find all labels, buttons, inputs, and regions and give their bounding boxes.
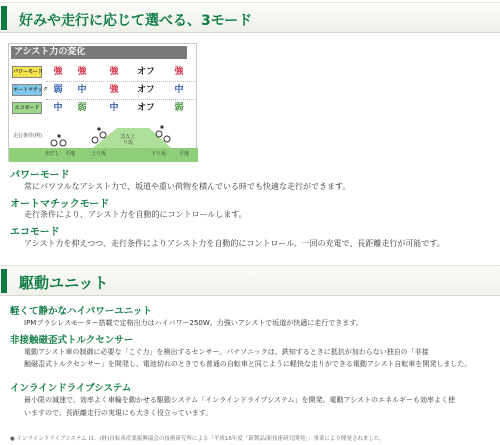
level-cell: 中	[53, 103, 63, 113]
feature-text-drive: 最小限の減速で、効率よく車輪を動かせる駆動システム「インラインドライブシステム」を開発。電動アシストのエネルギーも効率よく使	[24, 396, 456, 404]
level-cell: 中	[77, 85, 87, 95]
level-cell: 中	[109, 103, 119, 113]
terrain-label: 平地	[179, 151, 190, 157]
terrain-label: 平地	[65, 151, 76, 157]
level-cell: 強	[174, 67, 184, 77]
terrain-label: 上り坂	[91, 151, 107, 157]
level-cell: オフ	[137, 103, 155, 113]
level-cell: 中	[174, 85, 184, 95]
feature-title-motor: 軽くて静かなハイパワーユニット	[10, 306, 152, 317]
level-cell: 弱	[53, 85, 63, 95]
feature-title-drive: インラインドライブシステム	[10, 383, 132, 394]
section-title-modes: 好みや走行に応じて選べる、3モード	[19, 13, 253, 29]
terrain-label: 下り坂	[151, 151, 167, 157]
terrain-label: 出だし	[45, 151, 61, 157]
section-header-modes	[0, 2, 500, 33]
feature-title-sensor: 非接触磁歪式トルクセンサー	[10, 335, 134, 346]
mode-label-auto: オートマチック	[12, 84, 42, 96]
level-cell: 強	[53, 67, 63, 77]
mode-desc-eco: アシスト力を抑えつつ、走行条件によりアシスト力を自動的にコントロール。一回の充電で、長距離走行が可能です。	[24, 239, 445, 248]
mode-title-eco: エコモード	[10, 227, 60, 238]
mode-label-eco: エコモード	[12, 102, 42, 114]
assist-mode-figure	[8, 43, 197, 161]
level-cell: 弱	[77, 103, 87, 113]
feature-text-sensor: 触磁歪式トルクセンサー」を開発し、電池切れのときでも普通の自転車と同じように軽快な走りができる電動アシスト自転車を開発しました。	[24, 360, 472, 368]
level-cell: オフ	[137, 85, 155, 95]
feature-text-sensor: 電動アシスト車の制御に必要な「こぐ力」を検出するセンサー。パナソニックは、鉄知するときに抵抗が加わらない独自の「非接	[24, 348, 429, 356]
terrain-label: 急な上り坂	[120, 134, 136, 146]
level-cell: オフ	[137, 67, 155, 77]
header-accent-bar	[1, 6, 7, 30]
mode-desc-power: 常にパワフルなアシスト力で、坂道や重い荷物を積んでいる時でも快適な走行ができます。	[24, 182, 351, 191]
level-cell: 強	[109, 85, 119, 95]
level-cell: 強	[77, 67, 87, 77]
mode-label-power: パワーモード	[12, 66, 42, 78]
terrain-graphic	[9, 44, 198, 162]
level-cell: 強	[109, 67, 119, 77]
mode-desc-auto: 走行条件により、アシスト力を自動的にコントロールします。	[24, 210, 247, 219]
condition-label: 走行条件(例)	[13, 133, 42, 139]
level-cell: 弱	[174, 103, 184, 113]
figure-title: アシスト力の変化	[11, 46, 187, 59]
feature-text-motor: IPMブラシレスモーター搭載で定格出力はハイパワー250W。力強いアシストで坂道が快適に走行できます。	[24, 319, 363, 327]
mode-title-auto: オートマチックモード	[10, 199, 110, 210]
section-header-drive-unit	[0, 265, 500, 296]
mode-title-power: パワーモード	[10, 170, 70, 181]
header-accent-bar	[1, 269, 7, 293]
feature-text-drive: いますので、長距離走行の実現にも大きく役立っています。	[24, 409, 213, 417]
section-title-drive-unit: 駆動ユニット	[19, 274, 109, 292]
footnote: ● インラインドライブシステム は、(財)自転車産業振興協会の技術研究所による「平成16年度「新製品/新技術研究開発」」事業により開発されました。	[10, 436, 385, 442]
